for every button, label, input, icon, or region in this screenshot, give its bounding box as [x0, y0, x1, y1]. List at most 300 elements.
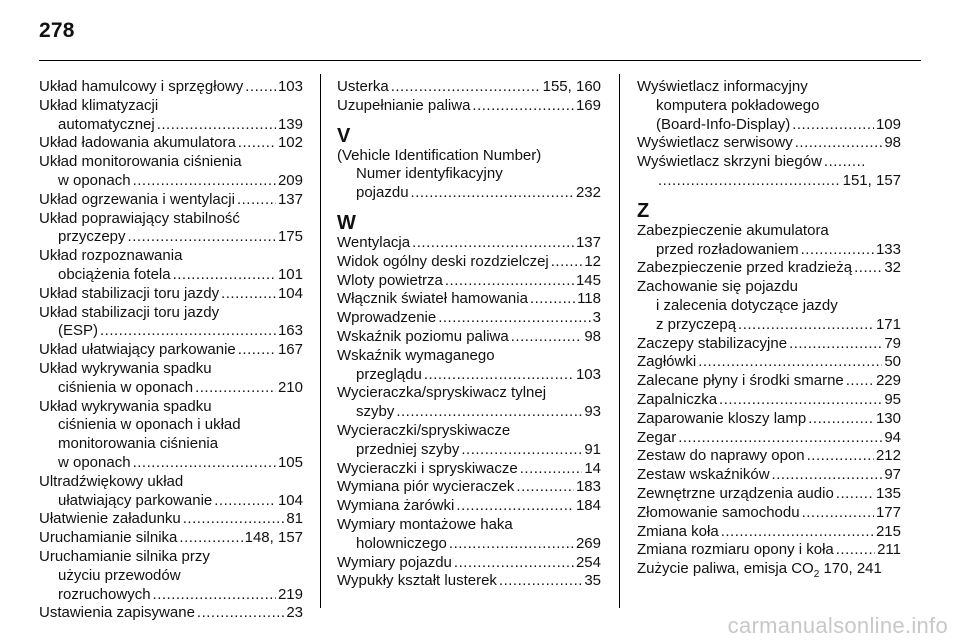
index-entry-text: Zmiana koła — [637, 522, 719, 540]
leader-dots — [551, 253, 583, 272]
leader-dots — [456, 497, 574, 516]
index-entry-line — [39, 191, 303, 210]
index-entry-text: użyciu przewodów — [58, 566, 181, 584]
index-entry-text: Zestaw wskaźników — [637, 466, 770, 484]
index-entry-text: Układ monitorowania ciśnienia — [39, 153, 242, 171]
index-entry-line — [337, 497, 601, 516]
leader-dots — [854, 259, 882, 278]
index-entry-text: ciśnienia w oponach i układ — [58, 416, 241, 434]
leader-dots — [396, 403, 582, 422]
index-entry-text: ciśnienia w oponach — [58, 378, 194, 396]
page-reference[interactable]: 95 — [884, 390, 901, 408]
index-entry-text: przeglądu — [356, 365, 422, 383]
index-entry-line — [637, 241, 901, 260]
column-divider — [320, 74, 321, 608]
index-entry — [337, 572, 601, 591]
index-entry-line — [337, 441, 601, 460]
page-reference[interactable]: 145 — [575, 271, 601, 289]
index-entry-line — [637, 297, 901, 316]
leader-dots — [238, 134, 276, 153]
index-entry-line — [39, 341, 303, 360]
index-entry — [637, 447, 901, 466]
index-entry — [39, 191, 303, 210]
index-letter-heading: V — [337, 124, 351, 147]
index-entry-line — [337, 234, 601, 253]
index-entry-text: Uruchamianie silnika — [39, 529, 178, 547]
page-reference[interactable]: 170, 241 — [823, 560, 882, 578]
index-entry-text: Włącznik świateł hamowania — [337, 290, 528, 308]
index-entry-line — [39, 473, 303, 492]
index-column-1 — [39, 78, 303, 623]
index-entry-text: ułatwiający parkowanie — [58, 491, 213, 509]
index-entry-text: Zalecane płyny i środki smarne — [637, 372, 844, 390]
index-column-2 — [337, 78, 601, 591]
index-entry-text: z przyczepą — [656, 315, 737, 333]
index-entry-text: Widok ogólny deski rozdzielczej — [337, 252, 549, 270]
index-entry-text: Układ hamulcowy i sprzęgłowy — [39, 78, 244, 95]
page-reference[interactable]: 118 — [577, 290, 601, 308]
index-entry-line — [637, 466, 901, 485]
index-entry-line — [637, 560, 901, 585]
index-entry — [39, 510, 303, 529]
page-reference[interactable]: 155, 160 — [542, 78, 601, 95]
index-entry-line — [637, 391, 901, 410]
index-entry-line — [39, 247, 303, 266]
index-entry — [637, 335, 901, 354]
index-entry-text: Zabezpieczenie akumulatora — [637, 221, 829, 239]
page-reference[interactable]: 93 — [584, 403, 601, 421]
index-entry — [637, 391, 901, 410]
index-letter-heading: Z — [637, 199, 650, 222]
index-entry — [39, 341, 303, 360]
index-entry-text: Ultradźwiękowy układ — [39, 472, 184, 490]
index-entry — [337, 253, 601, 272]
page-reference[interactable]: 171 — [875, 315, 901, 333]
leader-dots — [245, 78, 276, 97]
leader-dots — [133, 172, 276, 191]
index-letter-heading: W — [337, 211, 356, 234]
page-reference[interactable]: 148, 157 — [244, 529, 303, 547]
index-entry-line — [39, 529, 303, 548]
index-entry-line — [39, 379, 303, 398]
index-entry-text: w oponach — [58, 171, 131, 189]
leader-dots — [516, 478, 574, 497]
index-entry-text: przyczepy — [58, 228, 126, 246]
index-entry — [337, 497, 601, 516]
index-entry-line — [637, 97, 901, 116]
index-entry-line — [39, 172, 303, 191]
page-reference[interactable]: 103 — [277, 78, 303, 95]
index-entry-line — [39, 97, 303, 116]
leader-dots — [836, 541, 875, 560]
page-reference[interactable]: 35 — [584, 572, 601, 590]
index-entry-text: w oponach — [58, 453, 131, 471]
index-entry — [39, 78, 303, 97]
index-entry — [637, 372, 901, 391]
index-entry-line — [637, 410, 901, 429]
page-reference[interactable]: 14 — [584, 459, 601, 477]
index-entry-line — [337, 347, 601, 366]
index-entry-text: Układ rozpoznawania — [39, 247, 183, 265]
index-entry — [39, 604, 303, 623]
index-entry — [39, 529, 303, 548]
index-entry-line — [637, 153, 901, 172]
index-entry-line — [637, 222, 901, 241]
leader-dots — [472, 97, 574, 116]
page-reference[interactable]: 183 — [575, 478, 601, 496]
page-reference[interactable]: 229 — [875, 372, 901, 390]
index-entry-line — [39, 567, 303, 586]
index-entry-line — [637, 447, 901, 466]
page-reference[interactable]: 79 — [884, 334, 901, 352]
index-entry-line — [39, 153, 303, 172]
leader-dots — [511, 328, 583, 347]
index-entry-text: Wentylacja — [337, 233, 411, 251]
index-entry-line — [637, 134, 901, 153]
leader-dots — [792, 116, 874, 135]
leader-dots — [412, 234, 574, 253]
index-entry-text: Uzupełnianie paliwa — [337, 96, 471, 114]
index-entry-text: Zagłówki — [637, 353, 697, 371]
index-entry-text: Wskaźnik wymaganego — [337, 346, 495, 364]
leader-dots — [221, 285, 276, 304]
page-reference[interactable]: 139 — [277, 115, 303, 133]
index-entry-line — [337, 422, 601, 441]
index-entry-line — [337, 366, 601, 385]
index-entry-text: Wymiana piór wycieraczek — [337, 478, 515, 496]
index-entry — [39, 360, 303, 398]
leader-dots — [499, 572, 582, 591]
index-entry-line — [337, 403, 601, 422]
index-entry — [39, 210, 303, 248]
page-reference[interactable]: 135 — [875, 484, 901, 502]
index-entry-line — [337, 147, 601, 166]
index-entry-text: szyby — [356, 403, 395, 421]
index-entry-text: Złomowanie samochodu — [637, 503, 800, 521]
leader-dots — [214, 492, 276, 511]
page-reference[interactable]: 130 — [875, 409, 901, 427]
page-reference[interactable]: 133 — [875, 240, 901, 258]
page-reference[interactable]: 101 — [277, 265, 303, 283]
index-entry — [337, 422, 601, 460]
index-entry-line — [39, 285, 303, 304]
page-reference[interactable]: 105 — [277, 453, 303, 471]
leader-dots — [195, 379, 276, 398]
index-entry — [637, 466, 901, 485]
index-entry-line — [637, 278, 901, 297]
leader-dots — [738, 316, 874, 335]
index-entry-text: Zaczepy stabilizacyjne — [637, 334, 788, 352]
leader-dots — [846, 372, 874, 391]
page-reference[interactable]: 109 — [875, 115, 901, 133]
index-entry-line — [337, 253, 601, 272]
leader-dots — [795, 134, 883, 153]
index-entry-line — [637, 335, 901, 354]
index-entry-text: Układ ułatwiający parkowanie — [39, 341, 236, 359]
page-reference[interactable]: 23 — [286, 604, 303, 622]
leader-dots — [698, 353, 882, 372]
leader-dots — [772, 466, 883, 485]
index-entry-text: (Vehicle Identification Number) — [337, 146, 542, 164]
index-entry-text: pojazdu — [356, 184, 409, 202]
page-reference[interactable]: 219 — [277, 585, 303, 603]
index-entry-text: Wycieraczka/spryskiwacz tylnej — [337, 384, 547, 402]
page-reference[interactable]: 50 — [884, 353, 901, 371]
leader-dots — [789, 335, 882, 354]
index-entry-line — [39, 398, 303, 417]
column-divider — [619, 74, 620, 608]
leader-dots — [678, 429, 882, 448]
index-entry — [337, 78, 601, 97]
index-entry — [337, 554, 601, 573]
page-reference[interactable]: 103 — [575, 365, 601, 383]
page-reference[interactable]: 232 — [575, 184, 601, 202]
leader-dots — [808, 410, 874, 429]
index-entry-text: Zestaw do naprawy opon — [637, 447, 805, 465]
leader-dots — [128, 228, 276, 247]
page-reference[interactable]: 209 — [277, 171, 303, 189]
index-entry — [39, 473, 303, 511]
page-reference[interactable]: 104 — [277, 284, 303, 302]
index-entry-line — [39, 416, 303, 435]
leader-dots — [133, 454, 276, 473]
index-entry — [337, 272, 601, 291]
index-entry — [637, 523, 901, 542]
leader-dots — [530, 290, 575, 309]
index-entry-line — [337, 572, 601, 591]
index-entry-line — [337, 165, 601, 184]
index-entry-line — [337, 290, 601, 309]
index-entry — [39, 285, 303, 304]
index-entry-text: Zużycie paliwa, emisja $CO_2$ — [637, 560, 820, 581]
watermark: carmanualsonline.info — [727, 613, 948, 638]
page-reference[interactable]: 32 — [884, 259, 901, 277]
index-entry-text: Wyświetlacz serwisowy — [637, 134, 793, 152]
index-entry-line — [637, 523, 901, 542]
index-entry-text: Wloty powietrza — [337, 271, 443, 289]
index-entry — [39, 247, 303, 285]
index-entry-text: komputera pokładowego — [656, 96, 820, 114]
leader-dots — [836, 485, 874, 504]
index-entry-line — [39, 304, 303, 323]
index-entry — [39, 97, 303, 135]
index-entry — [637, 504, 901, 523]
index-entry-text: Wypukły kształt lusterek — [337, 572, 497, 590]
page-reference[interactable]: 210 — [277, 378, 303, 396]
page-reference[interactable]: 151, 157 — [842, 171, 901, 189]
page-reference[interactable]: 104 — [277, 491, 303, 509]
page-reference[interactable]: 98 — [884, 134, 901, 152]
index-entry-text: Układ klimatyzacji — [39, 96, 159, 114]
leader-dots — [183, 510, 285, 529]
index-entry — [337, 97, 601, 116]
leader-dots — [238, 341, 276, 360]
leader-dots — [454, 554, 574, 573]
index-entry-line — [39, 492, 303, 511]
index-entry-text: Wycieraczki/spryskiwacze — [337, 421, 511, 439]
index-entry — [39, 153, 303, 191]
page-reference[interactable]: 3 — [592, 309, 601, 327]
index-entry-line — [39, 360, 303, 379]
index-entry-line — [637, 372, 901, 391]
index-entry-line — [637, 541, 901, 560]
index-entry-text: Wymiana żarówki — [337, 497, 455, 515]
index-entry — [637, 278, 901, 334]
index-entry-text: Zegar — [637, 428, 677, 446]
page-reference[interactable]: 169 — [575, 96, 601, 114]
page-reference[interactable]: 98 — [584, 327, 601, 345]
index-entry-line — [39, 228, 303, 247]
index-entry — [39, 134, 303, 153]
index-entry-text: monitorowania ciśnienia — [58, 435, 219, 453]
leader-dots — [157, 116, 276, 135]
index-entry-line — [637, 116, 901, 135]
page-reference[interactable]: 211 — [877, 541, 901, 559]
leader-dots — [424, 366, 574, 385]
index-entry-line — [337, 478, 601, 497]
index-entry — [637, 541, 901, 560]
page-reference[interactable]: 212 — [875, 447, 901, 465]
page-reference[interactable]: 163 — [277, 322, 303, 340]
index-entry — [637, 78, 901, 134]
index-entry-text: Układ wykrywania spadku — [39, 359, 212, 377]
index-entry — [637, 353, 901, 372]
header-rule — [39, 60, 921, 61]
page-reference[interactable]: 137 — [277, 190, 303, 208]
page-reference[interactable]: 137 — [575, 233, 601, 251]
leader-dots — [391, 78, 541, 97]
index-entry-line — [637, 316, 901, 335]
leader-dots — [824, 153, 864, 172]
index-entry — [39, 304, 303, 342]
index-entry-line — [337, 535, 601, 554]
index-entry-line — [39, 322, 303, 341]
index-entry — [337, 147, 601, 203]
page-reference[interactable]: 177 — [875, 503, 901, 521]
page-reference[interactable]: 12 — [584, 252, 601, 270]
index-entry-line — [39, 510, 303, 529]
leader-dots — [100, 322, 276, 341]
leader-dots — [179, 529, 242, 548]
index-entry-text: Zapalniczka — [637, 390, 718, 408]
index-entry-line — [39, 548, 303, 567]
index-entry-line — [337, 309, 601, 328]
index-entry — [39, 548, 303, 604]
page-reference[interactable]: 269 — [575, 534, 601, 552]
index-entry-text: Uruchamianie silnika przy — [39, 547, 210, 565]
index-entry-text: (ESP) — [58, 322, 99, 340]
index-entry-line — [337, 460, 601, 479]
leader-dots — [237, 191, 276, 210]
index-entry-text: przed rozładowaniem — [656, 240, 799, 258]
leader-dots — [721, 523, 874, 542]
index-entry-text: (Board-Info-Display) — [656, 115, 791, 133]
page-reference[interactable]: 254 — [575, 553, 601, 571]
index-entry — [337, 234, 601, 253]
leader-dots — [445, 272, 574, 291]
index-entry-text: Wyświetlacz skrzyni biegów — [637, 153, 822, 171]
page-reference[interactable]: 91 — [584, 440, 601, 458]
page-reference[interactable]: 81 — [286, 510, 303, 528]
index-entry — [637, 485, 901, 504]
index-entry — [337, 309, 601, 328]
index-entry-text: Ułatwienie załadunku — [39, 510, 181, 528]
index-entry — [39, 398, 303, 473]
index-entry-text: Układ wykrywania spadku — [39, 397, 212, 415]
index-entry-text: Wycieraczki i spryskiwacze — [337, 459, 518, 477]
index-entry-line — [39, 210, 303, 229]
index-entry-line — [39, 134, 303, 153]
page-reference[interactable]: 102 — [277, 134, 303, 152]
index-entry-line — [39, 266, 303, 285]
index-entry-line — [337, 272, 601, 291]
index-entry-line — [337, 384, 601, 403]
index-entry — [637, 222, 901, 260]
index-entry — [337, 328, 601, 347]
leader-dots — [802, 504, 874, 523]
index-entry-line — [637, 429, 901, 448]
page-reference[interactable]: 184 — [575, 497, 601, 515]
index-entry-text: Wskaźnik poziomu paliwa — [337, 327, 509, 345]
index-entry-text: przedniej szyby — [356, 440, 460, 458]
index-entry-line — [337, 97, 601, 116]
index-entry — [637, 429, 901, 448]
index-entry — [337, 516, 601, 554]
index-entry — [337, 290, 601, 309]
leader-dots — [438, 309, 590, 328]
leader-dots — [173, 266, 276, 285]
index-entry-text: Układ stabilizacji toru jazdy — [39, 303, 220, 321]
index-entry-text: i zalecenia dotyczące jazdy — [656, 296, 838, 314]
index-entry-text: Zachowanie się pojazdu — [637, 278, 798, 296]
index-entry-line — [39, 454, 303, 473]
page-reference[interactable]: 94 — [884, 428, 901, 446]
index-entry-line — [337, 78, 601, 97]
index-entry-text: holowniczego — [356, 534, 447, 552]
index-entry — [637, 410, 901, 429]
index-entry-text: Zmiana rozmiaru opony i koła — [637, 541, 834, 559]
page-reference[interactable]: 215 — [875, 522, 901, 540]
index-entry-line — [337, 328, 601, 347]
index-entry — [637, 259, 901, 278]
index-entry-text: Układ poprawiający stabilność — [39, 209, 240, 227]
index-entry-text: Zewnętrzne urządzenia audio — [637, 484, 834, 502]
index-entry-line — [637, 172, 901, 191]
page-reference[interactable]: 97 — [884, 466, 901, 484]
index-entry-text: Wymiary pojazdu — [337, 553, 452, 571]
leader-dots — [411, 184, 574, 203]
index-entry-line — [637, 353, 901, 372]
page-reference[interactable]: 167 — [277, 341, 303, 359]
index-entry-text: Usterka — [337, 78, 389, 95]
index-entry-text: Wyświetlacz informacyjny — [637, 78, 808, 95]
leader-dots — [719, 391, 882, 410]
page-reference[interactable]: 175 — [277, 228, 303, 246]
index-entry-text: Zaparowanie kloszy lamp — [637, 409, 807, 427]
index-entry-text: automatycznej — [58, 115, 155, 133]
leader-dots — [449, 535, 574, 554]
index-entry-line — [337, 184, 601, 203]
index-entry-text: Układ ładowania akumulatora — [39, 134, 236, 152]
page-number: 278 — [39, 19, 75, 42]
index-entry-text: Wprowadzenie — [337, 309, 437, 327]
leader-dots — [520, 460, 583, 479]
index-entry-line — [39, 78, 303, 97]
subscript: 2 — [813, 569, 820, 581]
leader-dots — [658, 172, 841, 191]
index-entry — [337, 347, 601, 385]
index-entry-line — [39, 435, 303, 454]
